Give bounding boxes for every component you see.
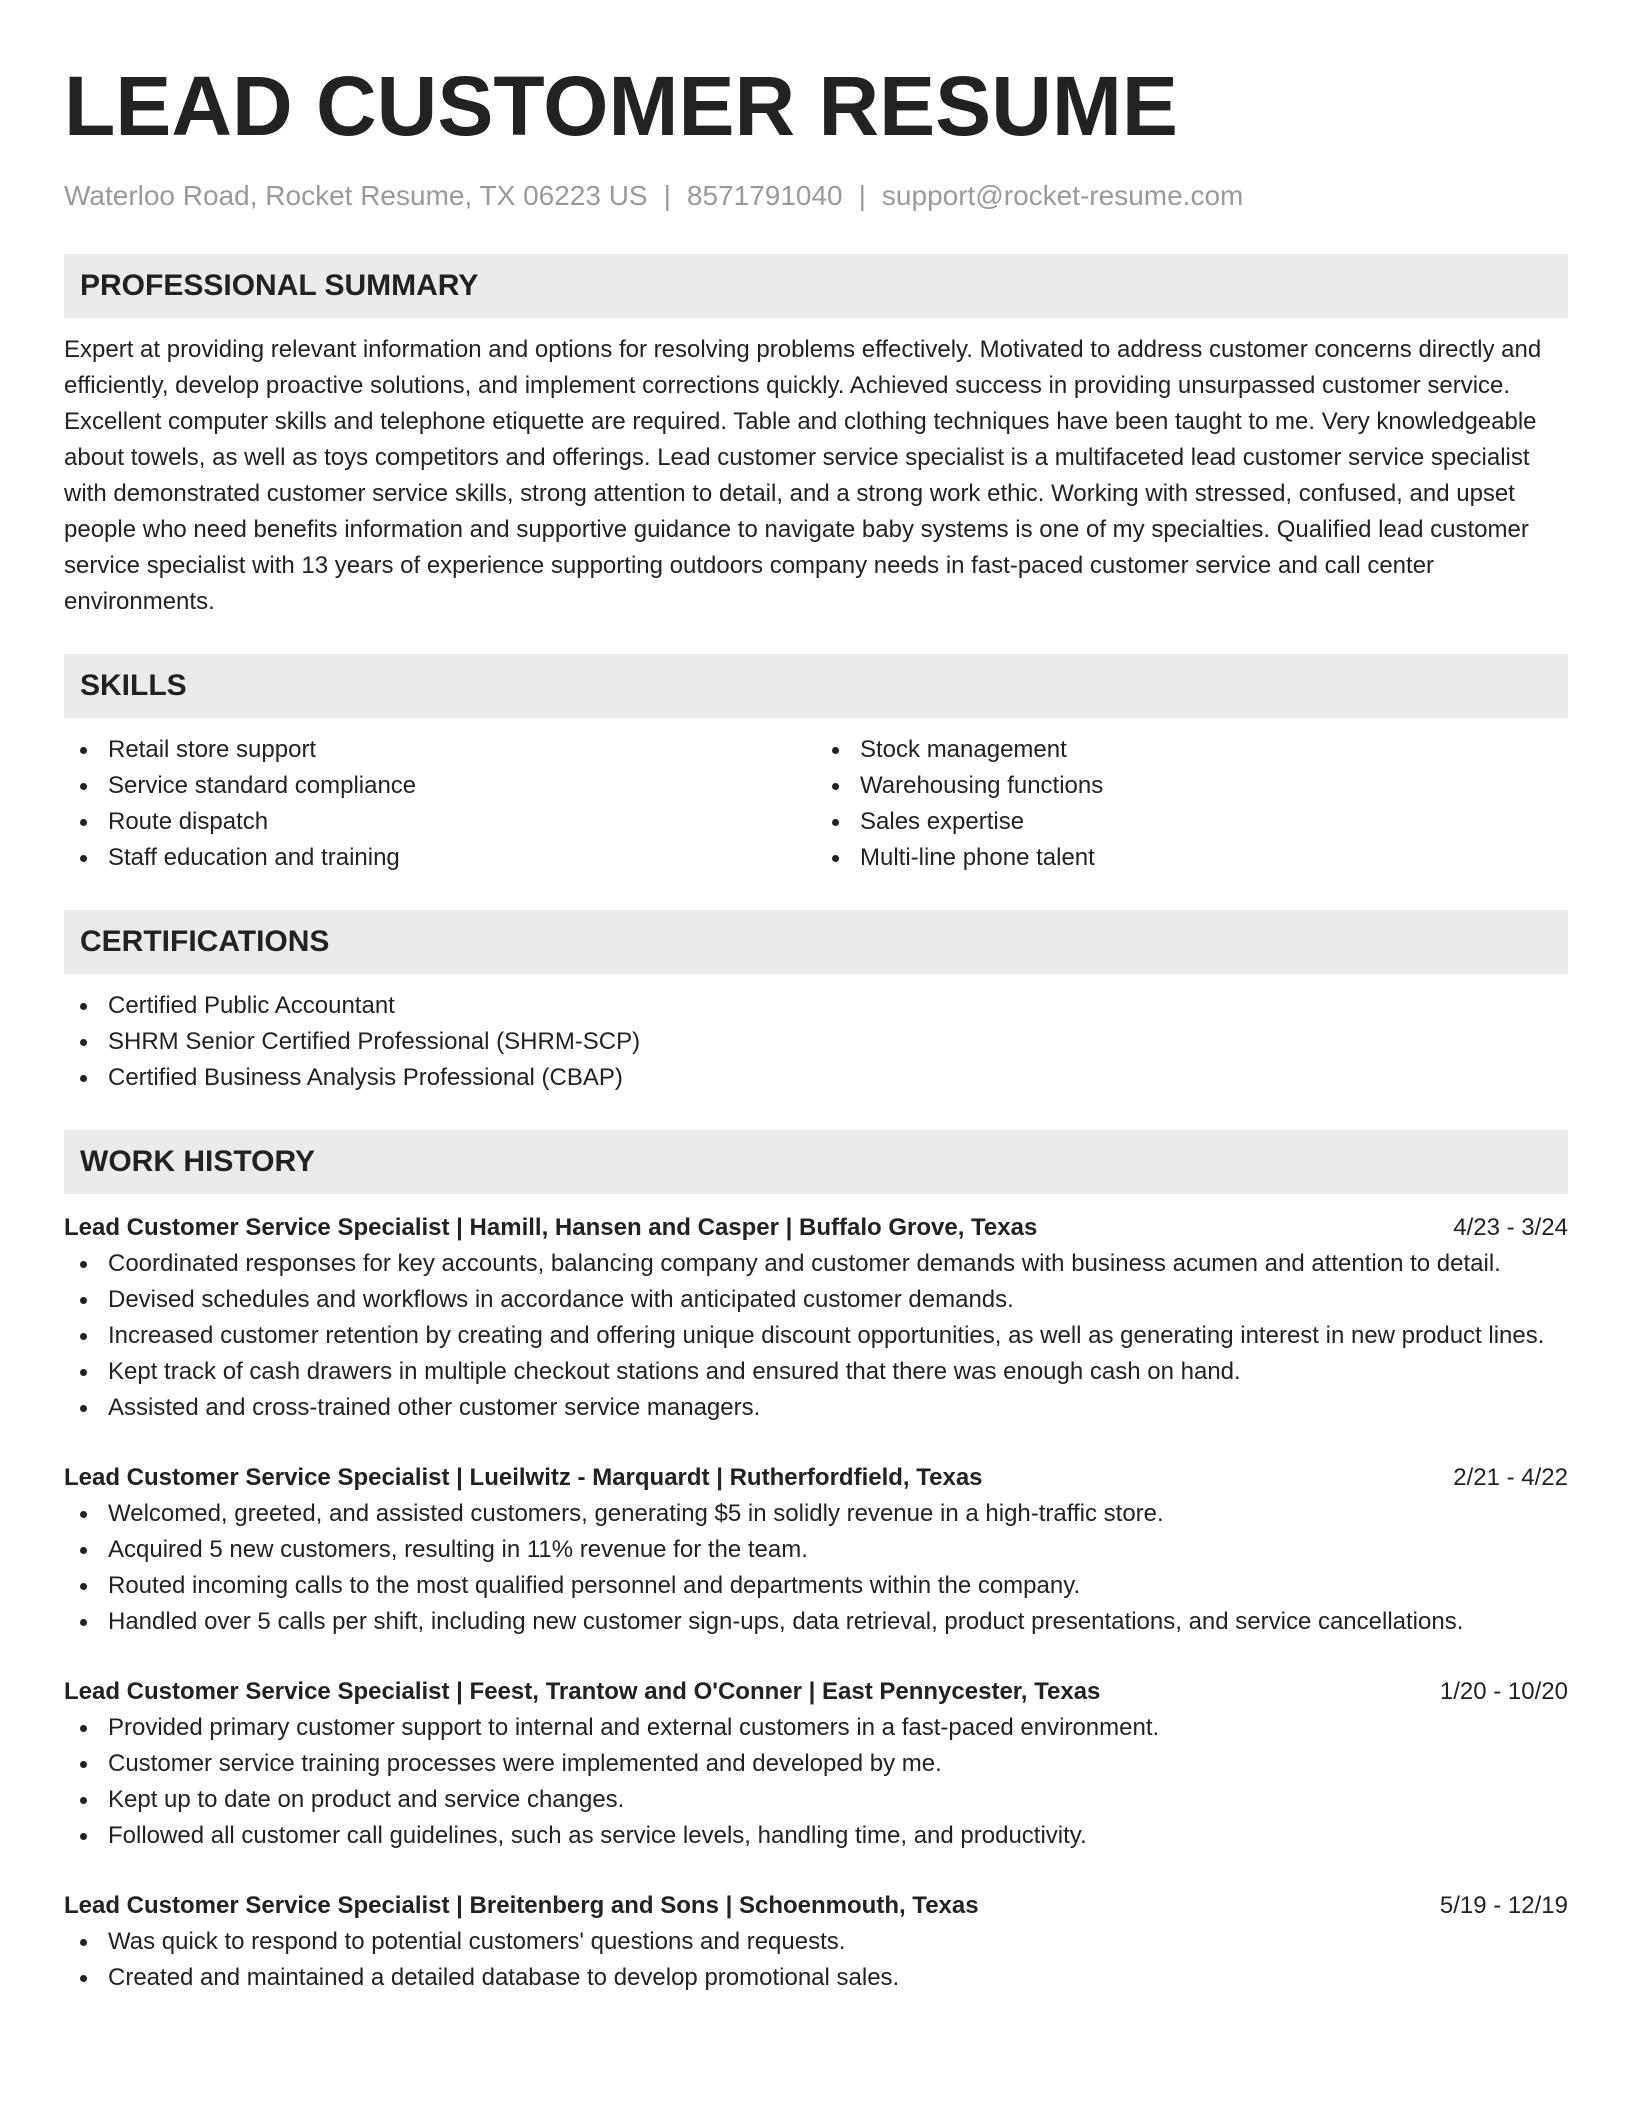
job-entry [64,1888,1568,1996]
job-bullets [64,1246,1568,1426]
skills-list-left [64,732,816,876]
contact-address: Waterloo Road, Rocket Resume, TX 06223 US [64,180,648,211]
skill-item: Service standard compliance [64,768,816,804]
job-bullet: Assisted and cross-trained other customer service managers. [64,1390,1568,1426]
job-title: Lead Customer Service Specialist | Feest, Trantow and O'Conner | East Pennycester, Texas [64,1678,1101,1705]
job-bullet: Created and maintained a detailed database to develop promotional sales. [64,1960,1568,1996]
job-dates: 4/23 - 3/24 [1453,1214,1568,1241]
job-title: Lead Customer Service Specialist | Lueilwitz - Marquardt | Rutherfordfield, Texas [64,1464,983,1491]
skill-item: Route dispatch [64,804,816,840]
job-entry [64,1674,1568,1854]
job-dates: 5/19 - 12/19 [1439,1892,1568,1919]
job-bullet: Coordinated responses for key accounts, balancing company and customer demands with business acumen and attention to detail. [64,1246,1568,1282]
contact-email[interactable]: support@rocket-resume.com [881,180,1244,211]
certification-item: Certified Public Accountant [64,988,1568,1024]
job-title: Lead Customer Service Specialist | Hamill, Hansen and Casper | Buffalo Grove, Texas [64,1214,1038,1241]
skills-grid [64,732,1568,876]
contact-phone[interactable]: 8571791040 [686,180,843,211]
job-bullet: Was quick to respond to potential customers' questions and requests. [64,1924,1568,1960]
contact-line [64,178,1568,214]
job-bullets [64,1496,1568,1640]
summary-text: Expert at providing relevant information and options for resolving problems effectively. Motivated to address customer concerns directly and efficiently, develop proactive solutions, and implement corrections quickly. Achieved success in providing unsurpassed customer service. Excellent computer skills and telephone etiquette are required. Table and clothing techniques have been taught to me. Very knowledgeable about towels, as well as toys competitors and offerings. Lead customer service specialist is a multifaceted lead customer service specialist with demonstrated customer service skills, strong attention to detail, and a strong work ethic. Working with stressed, confused, and upset people who need benefits information and supportive guidance to navigate baby systems is one of my specialties. Qualified lead customer service specialist with 13 years of experience supporting outdoors company needs in fast-paced customer service and call center environments. [64,336,1542,615]
skill-item: Sales expertise [816,804,1568,840]
job-bullet: Kept track of cash drawers in multiple checkout stations and ensured that there was enough cash on hand. [64,1354,1568,1390]
skill-item: Retail store support [64,732,816,768]
job-bullet: Devised schedules and workflows in accordance with anticipated customer demands. [64,1282,1568,1318]
skills-list-right [816,732,1568,876]
skill-item: Warehousing functions [816,768,1568,804]
skill-item: Multi-line phone talent [816,840,1568,876]
job-header [64,1888,1568,1924]
job-header [64,1460,1568,1496]
job-bullet: Followed all customer call guidelines, such as service levels, handling time, and productivity. [64,1818,1568,1854]
contact-separator: | [858,180,866,211]
skills-column-right [816,732,1568,876]
contact-separator: | [663,180,671,211]
job-bullet: Kept up to date on product and service changes. [64,1782,1568,1818]
job-dates: 2/21 - 4/22 [1453,1464,1568,1491]
job-bullet: Welcomed, greeted, and assisted customers, generating $5 in solidly revenue in a high-traffic store. [64,1496,1568,1532]
section-header-work-history: WORK HISTORY [64,1130,1568,1194]
section-header-certifications: CERTIFICATIONS [64,910,1568,974]
certifications-list [64,988,1568,1096]
job-bullets [64,1924,1568,1996]
job-bullet: Increased customer retention by creating and offering unique discount opportunities, as well as generating interest in new product lines. [64,1318,1568,1354]
job-bullet: Handled over 5 calls per shift, including new customer sign-ups, data retrieval, product presentations, and service cancellations. [64,1604,1568,1640]
job-dates: 1/20 - 10/20 [1439,1678,1568,1705]
resume-title: LEAD CUSTOMER RESUME [64,59,1178,153]
job-title: Lead Customer Service Specialist | Breitenberg and Sons | Schoenmouth, Texas [64,1892,979,1919]
job-bullets [64,1710,1568,1854]
skill-item: Stock management [816,732,1568,768]
job-entry [64,1460,1568,1640]
job-header [64,1210,1568,1246]
job-bullet: Customer service training processes were implemented and developed by me. [64,1746,1568,1782]
certification-item: Certified Business Analysis Professional (CBAP) [64,1060,1568,1096]
job-header [64,1674,1568,1710]
skills-column-left [64,732,816,876]
skill-item: Staff education and training [64,840,816,876]
job-bullet: Acquired 5 new customers, resulting in 11% revenue for the team. [64,1532,1568,1568]
section-header-skills: SKILLS [64,654,1568,718]
section-header-summary: PROFESSIONAL SUMMARY [64,254,1568,318]
job-bullet: Routed incoming calls to the most qualified personnel and departments within the company. [64,1568,1568,1604]
certification-item: SHRM Senior Certified Professional (SHRM-SCP) [64,1024,1568,1060]
job-bullet: Provided primary customer support to internal and external customers in a fast-paced environment. [64,1710,1568,1746]
job-entry [64,1210,1568,1426]
